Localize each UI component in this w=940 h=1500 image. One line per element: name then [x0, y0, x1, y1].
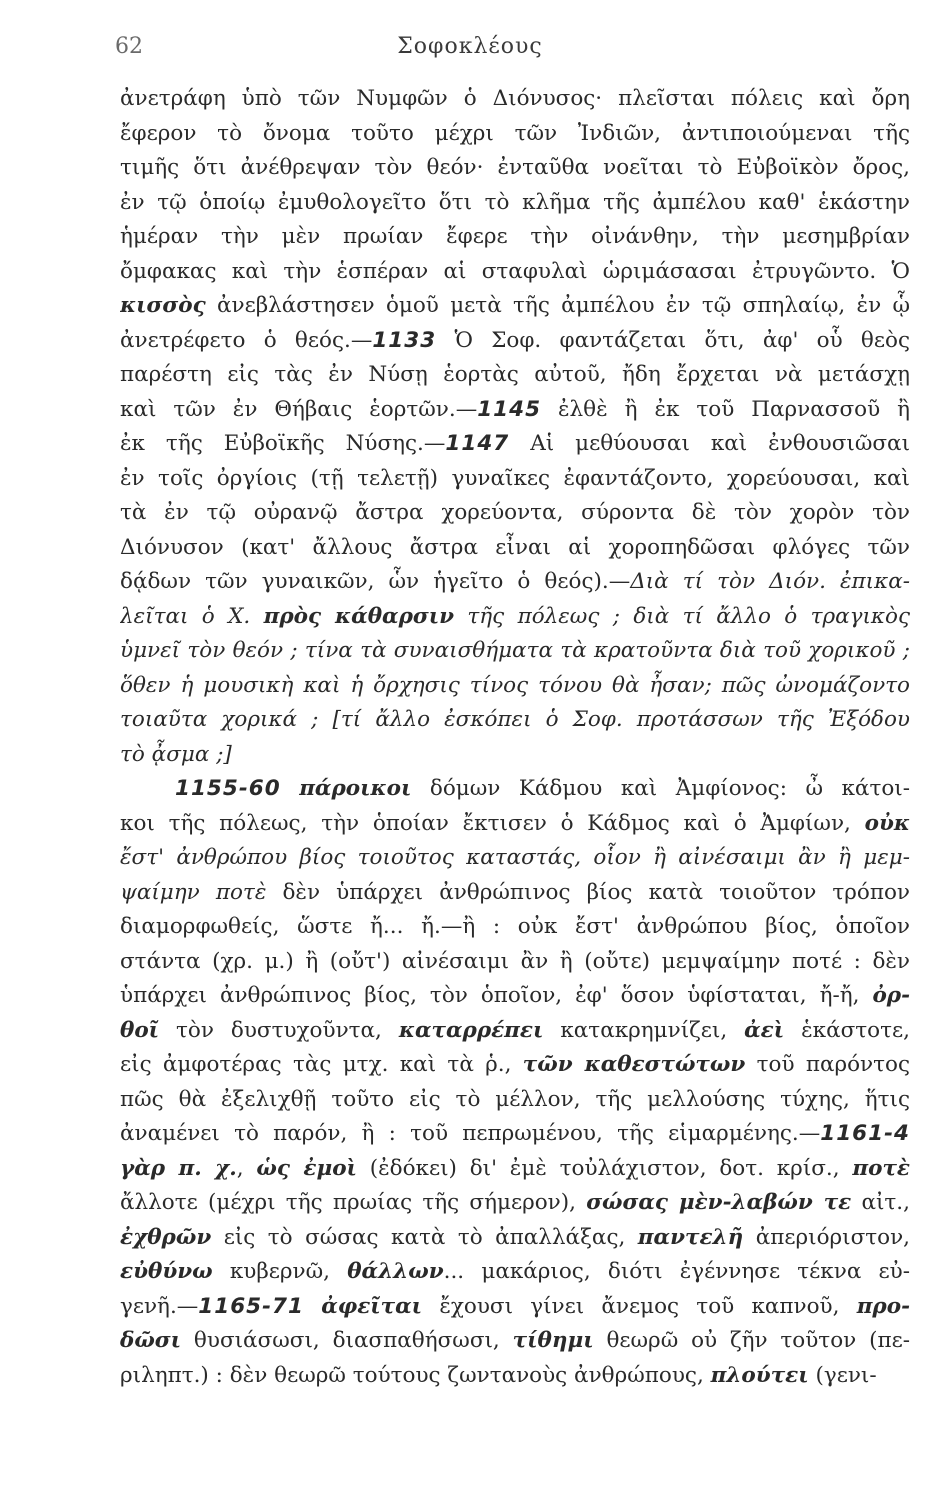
text-line: [120, 1290, 910, 1325]
text-segment: εἰς ἀμφοτέρας τὰς μτχ. καὶ τὰ ῥ.,: [120, 1052, 523, 1077]
text-line: [120, 1255, 910, 1290]
text-segment: Αἱ μεθύουσαι καὶ ἐνθουσιῶσαι: [509, 431, 910, 456]
text-line: [120, 255, 910, 290]
text-line: [120, 565, 910, 600]
text-line: [120, 910, 910, 945]
text-line: [120, 186, 910, 221]
text-line: [120, 945, 910, 980]
text-segment: τὸν δυστυχοῦντα,: [159, 1017, 399, 1043]
text-segment: δᾴδων τῶν γυναικῶν, ὧν ἡγεῖτο ὁ θεός).—: [120, 569, 631, 594]
text-segment: ἔφερον τὸ ὄνομα τοῦτο μέχρι τῶν Ἰνδιῶν, ἀντιποιούμεναι τῆς: [120, 120, 910, 146]
text-segment: εἰς τὸ σώσας κατὰ τὸ ἀπαλλάξας,: [211, 1224, 638, 1250]
text-line: [120, 669, 910, 704]
text-segment: πῶς θὰ ἐξελιχθῇ τοῦτο εἰς τὸ μέλλον, τῆς μελλούσης τύχης, ἥτις: [120, 1086, 910, 1112]
text-segment: ἐλθὲ ἢ ἐκ τοῦ Παρνασσοῦ ἢ: [541, 396, 910, 422]
text-segment: ὅθεν ἡ μουσικὴ καὶ ἡ ὄρχησις τίνος τόνου θὰ ἦσαν; πῶς ὠνομάζοντο: [120, 672, 910, 698]
text-line: [120, 427, 910, 462]
text-segment: στάντα (χρ. μ.) ἢ (οὔτ') αἰνέσαιμι ἂν ἢ (οὔτε) μεμψαίμην ποτέ : δὲν: [120, 948, 910, 974]
text-segment: (ἐδόκει) δι' ἐμὲ τοὐλάχιστον, δοτ. κρίσ.,: [356, 1155, 853, 1181]
text-line: [120, 738, 910, 773]
text-line: [120, 220, 910, 255]
lemma: ὡς ἐμοὶ: [256, 1155, 357, 1181]
verse-reference: 1147: [445, 431, 510, 456]
text-segment: ἐκ τῆς Εὐβοϊκῆς Νύσης.—: [120, 431, 446, 456]
lemma: ἐχθρῶν: [120, 1224, 212, 1250]
lemma: ποτὲ: [852, 1155, 910, 1181]
text-segment: κοι τῆς πόλεως, τὴν ὁποίαν ἔκτισεν ὁ Κάδμος καὶ ὁ Ἀμφίων,: [120, 810, 865, 836]
text-line: [120, 1048, 910, 1083]
text-segment: ἡμέραν τὴν μὲν πρωίαν ἔφερε τὴν οἰνάνθην, τὴν μεσημβρίαν: [120, 224, 910, 249]
verse-reference: 1133: [372, 327, 437, 353]
lemma: δῶσι: [120, 1328, 182, 1353]
text-segment: Ὁ Σοφ. φαντάζεται ὅτι, ἀφ' οὗ θεὸς: [436, 327, 910, 353]
text-segment: δόμων Κάδμου καὶ Ἀμφίονος: ὦ κάτοι-: [411, 776, 910, 801]
lemma: πάροικοι: [299, 776, 412, 801]
text-segment: ὄμφακας καὶ τὴν ἑσπέραν αἱ σταφυλαὶ ὡριμάσασαι ἐτρυγῶντο. Ὁ: [120, 258, 910, 284]
text-line: [120, 82, 910, 117]
text-segment: (γενι-: [808, 1362, 877, 1388]
text-segment: καὶ τῶν ἐν Θήβαις ἑορτῶν.—: [120, 396, 478, 422]
verse-reference: 1155-60: [175, 776, 281, 801]
text-segment: αἰτ.,: [851, 1190, 910, 1215]
verse-reference: 1145: [477, 396, 542, 422]
text-segment: κατακρημνίζει,: [543, 1017, 745, 1043]
verse-reference: 1165-71: [198, 1293, 304, 1319]
text-segment: ψαίμην ποτὲ: [120, 879, 267, 905]
text-segment: ... μακάριος, διότι ἐγέννησε τέκνα εὐ-: [443, 1259, 910, 1284]
text-segment: ἀνετράφη ὑπὸ τῶν Νυμφῶν ὁ Διόνυσος· πλεῖσται πόλεις καὶ ὄρη: [120, 86, 910, 111]
text-segment: τιμῆς ὅτι ἀνέθρεψαν τὸν θεόν· ἐνταῦθα νοεῖται τὸ Εὐβοϊκὸν ὄρος,: [120, 155, 910, 180]
lemma: ἀεὶ: [744, 1017, 785, 1043]
text-segment: ,: [236, 1155, 257, 1181]
lemma: πρὸς κάθαρσιν: [263, 603, 455, 629]
lemma: προ-: [856, 1293, 910, 1319]
text-segment: ἀναμένει τὸ παρόν, ἢ : τοῦ πεπρωμένου, τῆς εἱμαρμένης.—: [120, 1121, 821, 1146]
text-segment: ἐν τοῖς ὀργίοις (τῇ τελετῇ) γυναῖκες ἐφαντάζοντο, χορεύουσαι, καὶ: [120, 465, 910, 491]
text-line: [120, 1083, 910, 1118]
text-line: [120, 979, 910, 1014]
text-segment: ὑπάρχει ἀνθρώπινος βίος, τὸν ὁποῖον, ἐφ' ὅσον ὑφίσταται, ἤ-ἤ,: [120, 983, 873, 1008]
text-line: [120, 151, 910, 186]
text-segment: λεῖται ὁ Χ.: [120, 603, 264, 629]
lemma: εὐθύνω: [120, 1259, 213, 1284]
commentary-text: [120, 82, 910, 1393]
text-segment: ὑμνεῖ τὸν θεόν ; τίνα τὰ συναισθήματα τὰ κρατοῦντα διὰ τοῦ χορικοῦ ;: [120, 638, 910, 663]
lemma: οὐκ: [864, 810, 910, 836]
text-line: [120, 807, 910, 842]
verse-reference: 1161-4: [820, 1121, 910, 1146]
lemma: σώσας μὲν-λαβών τε: [586, 1190, 852, 1215]
text-line: [120, 1186, 910, 1221]
lemma: καταρρέπει: [398, 1017, 544, 1043]
text-segment: τοιαῦτα χορικά ; [τί ἄλλο ἐσκόπει ὁ Σοφ. προτάσσων τῆς Ἐξόδου: [120, 707, 910, 732]
page-header: [0, 30, 940, 70]
lemma: παντελῆ: [637, 1224, 744, 1250]
text-segment: ἀνεβλάστησεν ὁμοῦ μετὰ τῆς ἀμπέλου ἐν τῷ σπηλαίῳ, ἐν ᾧ: [205, 293, 910, 318]
text-line: [120, 496, 910, 531]
text-segment: τὸ ᾆσμα ;]: [120, 741, 232, 767]
lemma: γὰρ π. χ.: [120, 1155, 237, 1181]
lemma: θοῖ: [120, 1017, 160, 1043]
text-line: [120, 1014, 910, 1049]
text-segment: τοῦ παρόντος: [745, 1052, 910, 1077]
text-line: [120, 117, 910, 152]
text-segment: Διόνυσον (κατ' ἄλλους ἄστρα εἶναι αἱ χοροπηδῶσαι φλόγες τῶν: [120, 534, 910, 560]
text-segment: ἄλλοτε (μέχρι τῆς πρωίας τῆς σήμερον),: [120, 1190, 587, 1215]
lemma: κισσὸς: [120, 293, 206, 318]
text-segment: ἐν τῷ ὁποίῳ ἐμυθολογεῖτο ὅτι τὸ κλῆμα τῆς ἀμπέλου καθ' ἑκάστην: [120, 189, 910, 215]
text-segment: διαμορφωθείς, ὥστε ἤ... ἤ.—ἢ : οὐκ ἔστ' ἀνθρώπου βίος, ὁποῖον: [120, 914, 910, 939]
text-line: [120, 600, 910, 635]
text-segment: παρέστη εἰς τὰς ἐν Νύσῃ ἑορτὰς αὐτοῦ, ἤδη ἔρχεται νὰ μετάσχῃ: [120, 362, 910, 387]
text-segment: κυβερνῶ,: [212, 1259, 348, 1284]
text-segment: [281, 776, 300, 801]
text-line: [120, 1152, 910, 1187]
text-segment: Διὰ τί τὸν Διόν. ἐπικα-: [630, 569, 910, 594]
text-segment: ἀνετρέφετο ὁ θεός.—: [120, 327, 373, 353]
text-line: [120, 841, 910, 876]
text-segment: θυσιάσωσι, διασπαθήσωσι,: [181, 1328, 513, 1353]
text-line: [120, 634, 910, 669]
text-segment: τὰ ἐν τῷ οὐρανῷ ἄστρα χορεύοντα, σύροντα δὲ τὸν χορὸν τὸν: [120, 500, 910, 525]
text-line: [120, 289, 910, 324]
lemma: τῶν καθεστώτων: [522, 1052, 746, 1077]
text-line: [120, 358, 910, 393]
lemma: τίθημι: [512, 1328, 594, 1353]
running-title: Σοφοκλέους: [397, 34, 543, 59]
text-segment: ριληπτ.) : δὲν θεωρῶ τούτους ζωντανοὺς ἀνθρώπους,: [120, 1362, 711, 1388]
text-segment: [304, 1294, 321, 1319]
text-segment: ἀπεριόριστον,: [743, 1224, 910, 1250]
lemma: ἀφεῖται: [321, 1293, 423, 1319]
text-segment: ἔστ' ἀνθρώπου βίος τοιοῦτος καταστάς, οἷον ἢ αἰνέσαιμι ἂν ἢ μεμ-: [120, 845, 910, 870]
text-line: [120, 1359, 910, 1394]
text-segment: γενῆ.—: [120, 1293, 199, 1319]
text-line: [120, 393, 910, 428]
lemma: πλούτει: [710, 1362, 809, 1388]
page-number: 62: [115, 34, 143, 59]
text-line: [120, 324, 910, 359]
text-line: [120, 772, 910, 807]
text-line: [120, 531, 910, 566]
text-segment: ἑκάστοτε,: [784, 1017, 910, 1043]
text-line: [120, 1324, 910, 1359]
lemma: θάλλων: [347, 1259, 444, 1284]
text-segment: τῆς πόλεως ; διὰ τί ἄλλο ὁ τραγικὸς: [454, 603, 910, 629]
text-segment: δὲν ὑπάρχει ἀνθρώπινος βίος κατὰ τοιοῦτον τρόπον: [266, 879, 910, 905]
lemma: ὀρ-: [872, 983, 910, 1008]
text-segment: θεωρῶ οὐ ζῆν τοῦτον (πε-: [593, 1328, 910, 1353]
text-line: [120, 1221, 910, 1256]
text-segment: ἔχουσι γίνει ἄνεμος τοῦ καπνοῦ,: [422, 1293, 857, 1319]
text-line: [120, 1117, 910, 1152]
text-line: [120, 703, 910, 738]
text-line: [120, 462, 910, 497]
text-line: [120, 876, 910, 911]
